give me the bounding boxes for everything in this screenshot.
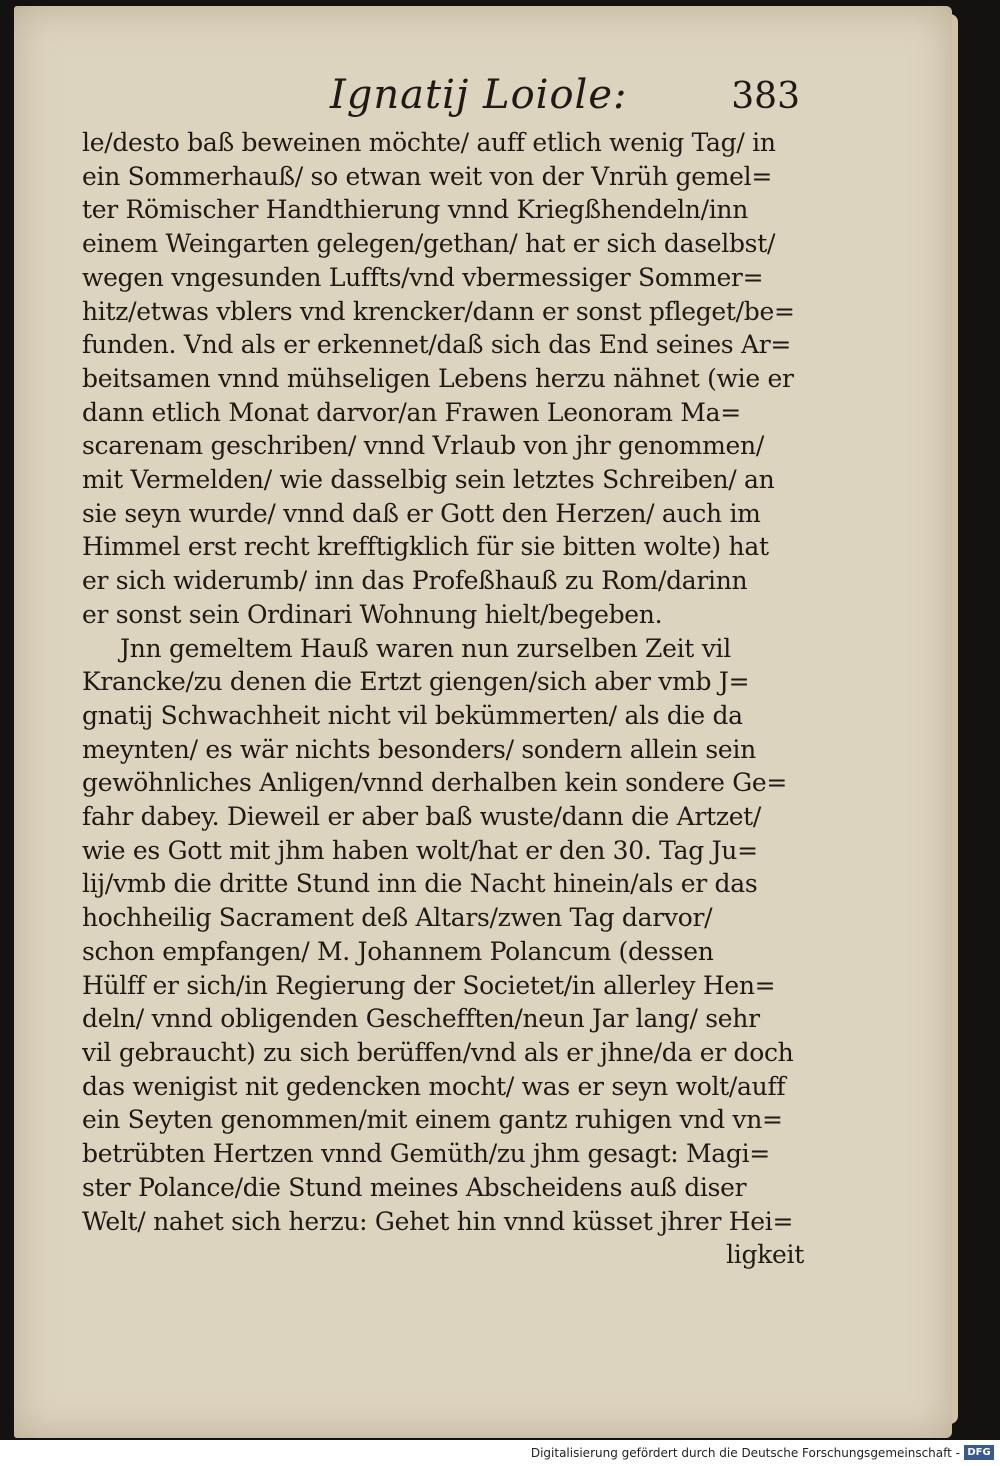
text-line: Jnn gemeltem Hauß waren nun zurselben Zeit vil <box>120 633 731 663</box>
text-line: das wenigist nit gedencken mocht/ was er seyn wolt/auff <box>82 1071 786 1101</box>
text-line: deln/ vnnd obligenden Geschefften/neun Jar lang/ sehr <box>82 1004 760 1034</box>
text-line: er sich widerumb/ inn das Profeßhauß zu Rom/darinn <box>82 566 748 596</box>
text-line: fahr dabey. Dieweil er aber baß wuste/dann die Artzet/ <box>82 802 762 832</box>
page-number: 383 <box>731 76 800 117</box>
text-line: sie seyn wurde/ vnnd daß er Gott den Herzen/ auch im <box>82 498 761 528</box>
text-line: ligkeit <box>726 1240 804 1270</box>
text-line: ster Polance/die Stund meines Abscheidens auß diser <box>82 1172 747 1202</box>
body-text <box>82 126 804 1272</box>
text-line: meynten/ es wär nichts besonders/ sondern allein sein <box>82 734 756 764</box>
text-line: ein Sommerhauß/ so etwan weit von der Vnrüh gemel= <box>82 161 772 191</box>
text-line: Krancke/zu denen die Ertzt giengen/sich aber vmb J= <box>82 667 750 697</box>
text-line: wegen vngesunden Luffts/vnd vbermessiger Sommer= <box>82 262 764 292</box>
text-line: scarenam geschriben/ vnnd Vrlaub von jhr genommen/ <box>82 431 764 461</box>
text-line: einem Weingarten gelegen/gethan/ hat er sich daselbst/ <box>82 229 776 259</box>
text-line: vil gebraucht) zu sich berüffen/vnd als er jhne/da er doch <box>82 1037 794 1067</box>
text-line: er sonst sein Ordinari Wohnung hielt/begeben. <box>82 599 663 629</box>
text-line: gnatij Schwachheit nicht vil bekümmerten/ als die da <box>82 700 743 730</box>
footer-credit: Digitalisierung gefördert durch die Deutsche Forschungsgemeinschaft - <box>530 1446 960 1460</box>
text-line: le/desto baß beweinen möchte/ auff etlich wenig Tag/ in <box>82 128 776 157</box>
text-line: wie es Gott mit jhm haben wolt/hat er den 30. Tag Ju= <box>82 835 758 865</box>
text-line: betrübten Hertzen vnnd Gemüth/zu jhm gesagt: Magi= <box>82 1139 770 1169</box>
text-line: ein Seyten genommen/mit einem gantz ruhigen vnd vn= <box>82 1105 783 1135</box>
text-line: schon empfangen/ M. Johannem Polancum (dessen <box>82 936 714 966</box>
text-line: lij/vmb die dritte Stund inn die Nacht hinein/als er das <box>82 869 758 899</box>
footer-bar <box>0 1440 1000 1466</box>
text-line: beitsamen vnnd mühseligen Lebens herzu nähnet (wie er <box>82 363 794 393</box>
text-line: hitz/etwas vblers vnd krencker/dann er sonst pfleget/be= <box>82 296 795 326</box>
text-line: Hülff er sich/in Regierung der Societet/in allerley Hen= <box>82 970 776 1000</box>
text-line: ter Römischer Handthierung vnnd Kriegßhendeln/inn <box>82 195 749 225</box>
text-line: Welt/ nahet sich herzu: Gehet hin vnnd küsset jhrer Hei= <box>82 1206 794 1236</box>
text-line: hochheilig Sacrament deß Altars/zwen Tag darvor/ <box>82 903 713 933</box>
text-line: gewöhnliches Anligen/vnnd derhalben kein sondere Ge= <box>82 768 788 798</box>
page-header <box>330 72 800 122</box>
running-title: Ignatij Loiole: <box>330 72 628 118</box>
dfg-logo: DFG <box>964 1445 994 1460</box>
text-line: Himmel erst recht krefftigklich für sie bitten wolte) hat <box>82 532 769 562</box>
text-line: mit Vermelden/ wie dasselbig sein letztes Schreiben/ an <box>82 465 775 495</box>
text-line: dann etlich Monat darvor/an Frawen Leonoram Ma= <box>82 397 741 427</box>
text-line: funden. Vnd als er erkennet/daß sich das End seines Ar= <box>82 330 792 360</box>
